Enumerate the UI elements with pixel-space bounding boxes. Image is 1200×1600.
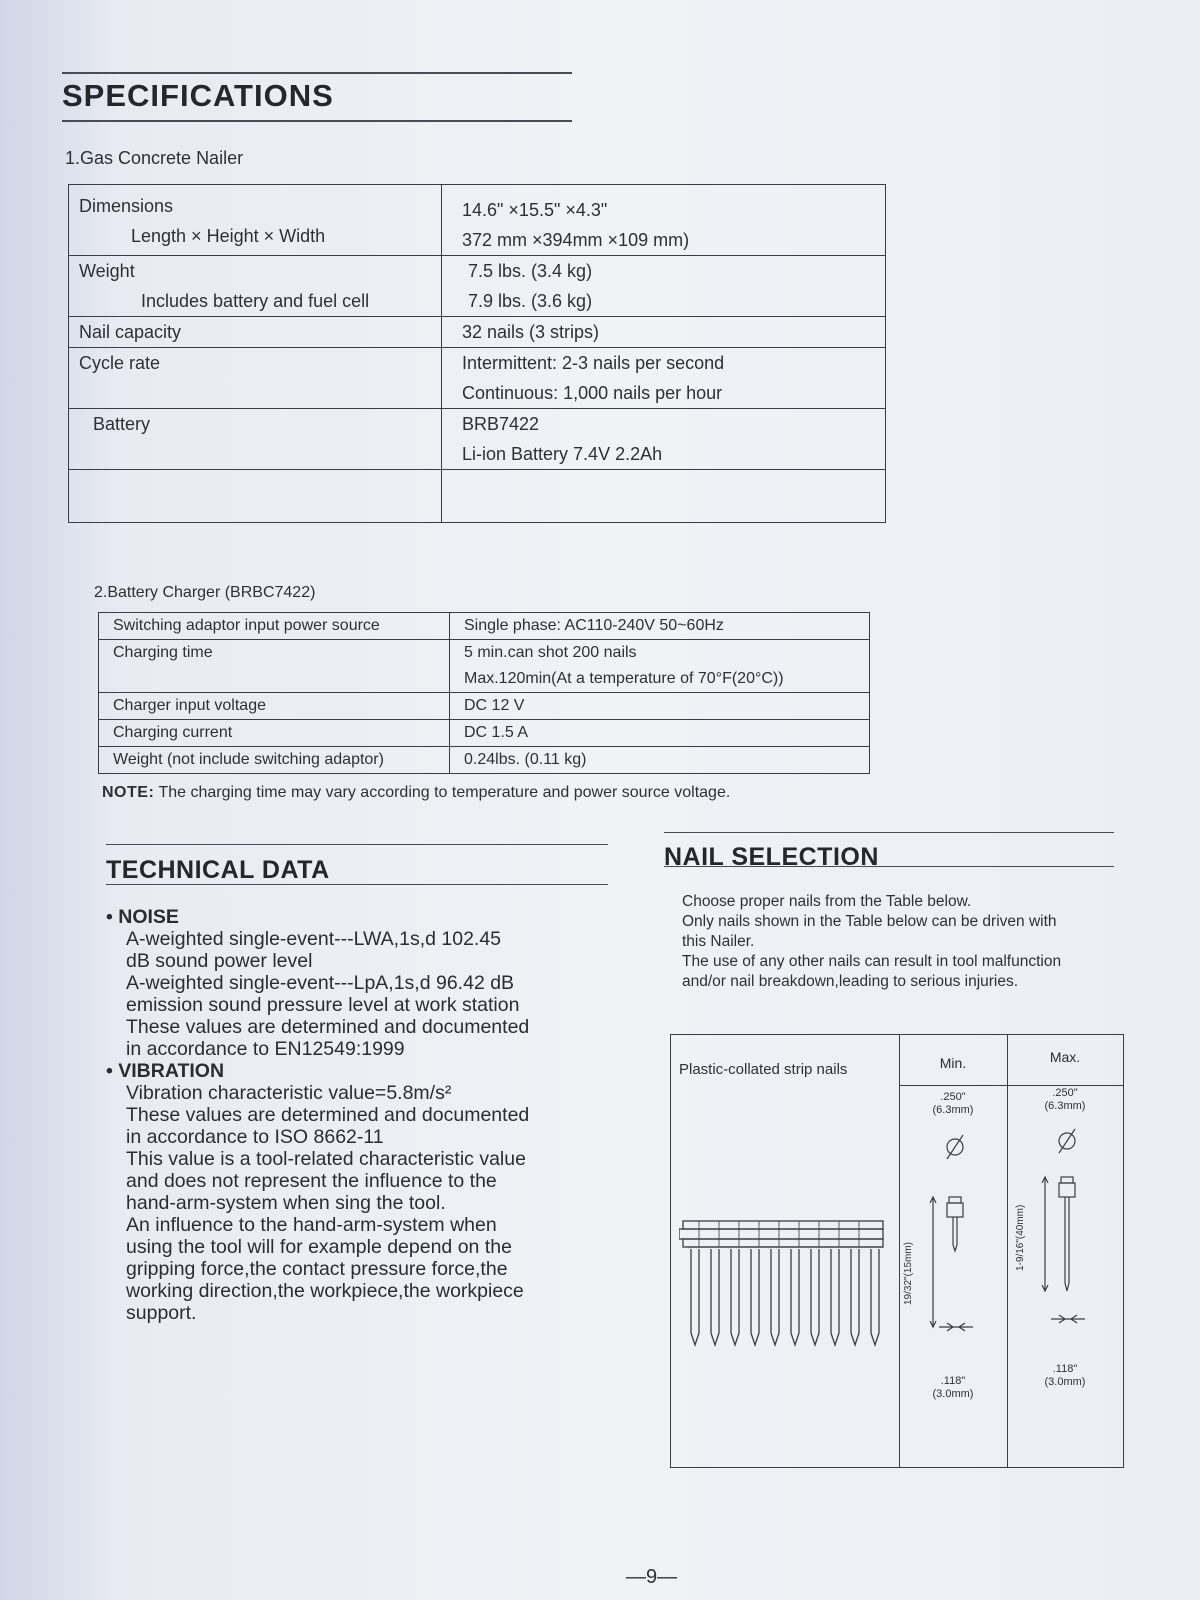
table-row — [99, 613, 870, 640]
spec-value-cell — [442, 185, 886, 256]
charger-label-cell — [99, 640, 450, 693]
nail-icon-group — [691, 1249, 879, 1345]
min-head-inch: .250" — [940, 1091, 966, 1103]
charger-label: Charger input voltage — [113, 697, 266, 714]
tech-bottom-rule — [106, 884, 608, 885]
nailer-spec-table — [68, 184, 886, 523]
noise-line: A-weighted single-event---LpA,1s,d 96.42 dB — [126, 972, 515, 994]
table-row — [69, 317, 886, 348]
charger-value: Max.120min(At a temperature of 70°F(20°C)) — [464, 670, 784, 687]
table-row — [69, 185, 886, 256]
nail-table — [670, 1034, 1124, 1468]
charger-value-cell — [450, 640, 870, 693]
spec-label-cell — [69, 470, 442, 523]
spec-label-cell — [69, 317, 442, 348]
spec-value: Intermittent: 2-3 nails per second — [462, 353, 725, 373]
vibration-line: hand-arm-system when sing the tool. — [126, 1192, 446, 1214]
charger-label-cell — [99, 693, 450, 720]
min-length-dim: 19/32"(15mm) — [903, 1241, 914, 1305]
charger-value-cell — [450, 720, 870, 747]
max-head-dim — [1035, 1087, 1095, 1113]
page-title: SPECIFICATIONS — [62, 78, 334, 113]
bullet-icon: • — [106, 906, 119, 928]
min-shank-inch: .118" — [940, 1375, 966, 1387]
technical-data-body — [106, 906, 626, 1324]
min-shank-dim — [923, 1375, 983, 1401]
vibration-line: gripping force,the contact pressure force,the — [126, 1258, 508, 1280]
spec-value: Continuous: 1,000 nails per hour — [462, 383, 723, 403]
noise-line: A-weighted single-event---LWA,1s,d 102.45 — [126, 928, 502, 950]
charger-spec-table — [98, 612, 870, 774]
page-number: —9— — [626, 1566, 678, 1588]
table-row — [69, 256, 886, 317]
min-label: Min. — [939, 1055, 967, 1071]
table-row — [99, 640, 870, 693]
min-head-mm: (6.3mm) — [932, 1104, 974, 1116]
charger-label-cell — [99, 720, 450, 747]
spec-label-cell — [69, 348, 442, 409]
nail-table-divider — [899, 1085, 1123, 1086]
noise-line: dB sound power level — [126, 950, 313, 972]
noise-line: in accordance to EN12549:1999 — [126, 1038, 405, 1060]
vibration-line: This value is a tool-related characteristic value — [126, 1148, 526, 1170]
section-2-title: 2.Battery Charger (BRBC7422) — [94, 584, 316, 601]
nail-table-divider — [899, 1035, 900, 1467]
spec-label-cell — [69, 185, 442, 256]
spec-value-cell — [442, 470, 886, 523]
nail-table-divider — [1007, 1035, 1008, 1467]
charging-note — [102, 784, 730, 802]
spec-value-cell — [442, 317, 886, 348]
vibration-label: VIBRATION — [118, 1060, 225, 1082]
vibration-line: working direction,the workpiece,the workpiece — [126, 1280, 524, 1302]
bullet-icon: • — [106, 1060, 119, 1082]
nail-selection-text — [682, 892, 1122, 992]
charger-value: Single phase: AC110-240V 50~60Hz — [464, 617, 724, 634]
table-row — [69, 409, 886, 470]
max-shank-mm: (3.0mm) — [1044, 1376, 1086, 1388]
nail-text-line: this Nailer. — [682, 933, 755, 950]
spec-label: Cycle rate — [79, 353, 161, 373]
spec-value: 7.5 lbs. (3.4 kg) — [468, 261, 593, 281]
spec-value-cell — [442, 348, 886, 409]
table-row — [69, 348, 886, 409]
nail-type-label: Plastic-collated strip nails — [679, 1061, 848, 1078]
vibration-line: and does not represent the influence to the — [126, 1170, 497, 1192]
spec-label: Weight — [79, 261, 135, 281]
note-label: NOTE: — [102, 784, 155, 801]
charger-label: Switching adaptor input power source — [113, 617, 380, 634]
table-row-empty — [69, 470, 886, 523]
charger-value: DC 12 V — [464, 697, 525, 714]
spec-value: 32 nails (3 strips) — [462, 322, 600, 342]
charger-value: 5 min.can shot 200 nails — [464, 644, 637, 661]
vibration-line: using the tool will for example depend on the — [126, 1236, 512, 1258]
noise-heading — [106, 906, 626, 928]
spec-value-cell — [442, 256, 886, 317]
tech-top-rule — [106, 844, 608, 845]
note-text: The charging time may vary according to temperature and power source voltage. — [158, 784, 731, 801]
vibration-line: An influence to the hand-arm-system when — [126, 1214, 497, 1236]
technical-data-heading: TECHNICAL DATA — [106, 856, 330, 884]
nail-text-line: The use of any other nails can result in tool malfunction — [682, 953, 1062, 970]
nail-text-line: Only nails shown in the Table below can be driven with — [682, 913, 1057, 930]
max-shank-dim — [1035, 1363, 1095, 1389]
charger-label: Weight (not include switching adaptor) — [113, 751, 384, 768]
vibration-line: support. — [126, 1302, 197, 1324]
table-row — [99, 747, 870, 774]
vibration-heading — [106, 1060, 626, 1082]
table-row — [99, 720, 870, 747]
charger-value: 0.24lbs. (0.11 kg) — [464, 751, 587, 768]
section-1-title: 1.Gas Concrete Nailer — [65, 148, 244, 168]
noise-line: These values are determined and documented — [126, 1016, 530, 1038]
charger-label-cell — [99, 613, 450, 640]
charger-value-cell — [450, 693, 870, 720]
max-shank-inch: .118" — [1052, 1363, 1078, 1375]
spec-label-cell — [69, 256, 442, 317]
noise-line: emission sound pressure level at work station — [126, 994, 520, 1016]
spec-value: Li-ion Battery 7.4V 2.2Ah — [462, 444, 663, 464]
spec-value: 14.6" ×15.5" ×4.3" — [462, 200, 608, 220]
noise-label: NOISE — [118, 906, 179, 928]
charger-label: Charging time — [113, 644, 213, 661]
min-head-dim — [923, 1091, 983, 1117]
max-length-dim: 1-9/16"(40mm) — [1015, 1204, 1026, 1271]
spec-label: Battery — [93, 414, 151, 434]
spec-label: Dimensions — [79, 196, 174, 216]
spec-sublabel: Includes battery and fuel cell — [141, 291, 370, 311]
table-row — [99, 693, 870, 720]
max-nail-icon — [1035, 1121, 1115, 1361]
charger-value: DC 1.5 A — [464, 724, 529, 741]
min-nail-icon — [923, 1127, 1003, 1367]
strip-nails-illustration — [679, 1215, 889, 1385]
nail-bottom-rule — [664, 866, 1114, 867]
nail-top-rule — [664, 832, 1114, 833]
spec-value: 7.9 lbs. (3.6 kg) — [468, 291, 593, 311]
max-head-inch: .250" — [1052, 1087, 1078, 1099]
max-head-mm: (6.3mm) — [1044, 1100, 1086, 1112]
spec-value: 372 mm ×394mm ×109 mm) — [462, 230, 690, 250]
title-bottom-rule — [62, 120, 572, 122]
nail-text-line: and/or nail breakdown,leading to serious injuries. — [682, 973, 1019, 990]
spec-label: Nail capacity — [79, 322, 182, 342]
spec-label-cell — [69, 409, 442, 470]
nail-selection-heading: NAIL SELECTION — [664, 843, 879, 871]
charger-value-cell — [450, 613, 870, 640]
spec-value: BRB7422 — [462, 414, 540, 434]
vibration-line: in accordance to ISO 8662-11 — [126, 1126, 384, 1148]
title-top-rule — [62, 72, 572, 74]
charger-label: Charging current — [113, 724, 233, 741]
max-label: Max. — [1049, 1049, 1081, 1065]
spec-sublabel: Length × Height × Width — [131, 226, 326, 246]
min-shank-mm: (3.0mm) — [932, 1388, 974, 1400]
nail-text-line: Choose proper nails from the Table below. — [682, 893, 972, 910]
vibration-line: These values are determined and documented — [126, 1104, 530, 1126]
charger-value-cell — [450, 747, 870, 774]
spec-value-cell — [442, 409, 886, 470]
charger-label-cell — [99, 747, 450, 774]
vibration-line: Vibration characteristic value=5.8m/s² — [126, 1082, 452, 1104]
